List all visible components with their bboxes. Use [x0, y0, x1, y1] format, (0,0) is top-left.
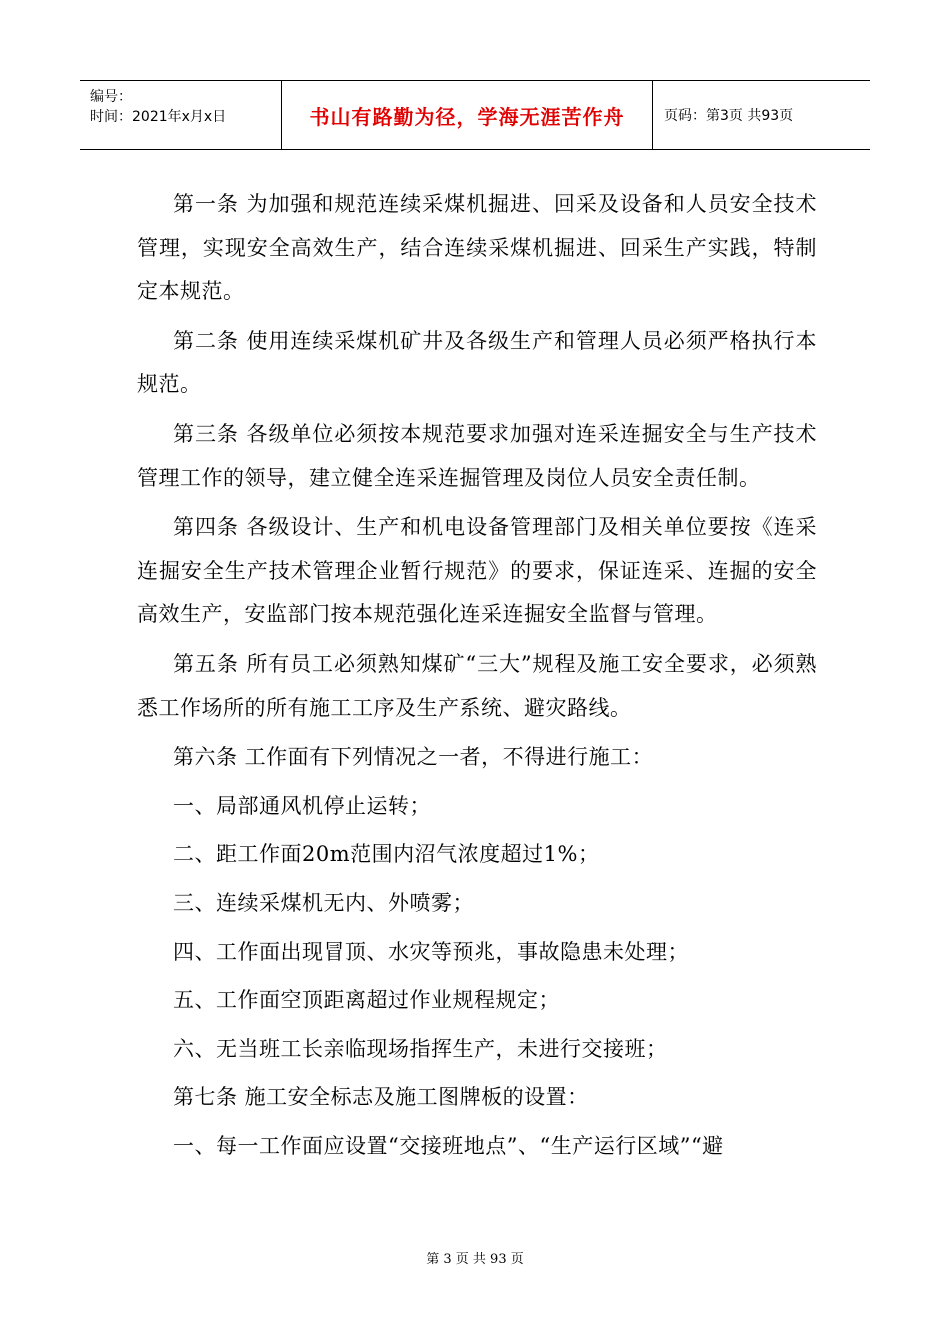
paragraph-article-6: 第六条 工作面有下列情况之一者，不得进行施工： [173, 745, 654, 770]
list-item-4: 四、工作面出现冒顶、水灾等预兆，事故隐患未处理； [173, 939, 689, 964]
list-item-5: 五、工作面空顶距离超过作业规程规定； [173, 988, 560, 1013]
document-body [137, 183, 817, 1173]
header-page-info: 页码：第3页 共93页 [664, 108, 794, 124]
page-footer: 第 3 页 共 93 页 [426, 1252, 524, 1267]
list-item-6: 六、无当班工长亲临现场指挥生产，未进行交接班； [173, 1036, 668, 1061]
list-item-3: 三、连续采煤机无内、外喷雾； [173, 890, 474, 915]
paragraph-article-3: 第三条 各级单位必须按本规范要求加强对连采连掘安全与生产技术管理工作的领导，建立健全连采连掘管理及岗位人员安全责任制。 [137, 421, 817, 490]
paragraph-article-7-item-1: 一、每一工作面应设置“交接班地点”、“生产运行区域”“避 [173, 1133, 724, 1158]
header-divider-right [652, 81, 653, 149]
page-header [80, 80, 870, 150]
paragraph-article-5: 第五条 所有员工必须熟知煤矿“三大”规程及施工安全要求，必须熟悉工作场所的所有施工工序及生产系统、避灾路线。 [137, 651, 817, 720]
paragraph-article-7: 第七条 施工安全标志及施工图牌板的设置： [173, 1085, 589, 1110]
paragraph-article-1: 第一条 为加强和规范连续采煤机掘进、回采及设备和人员安全技术管理，实现安全高效生产，结合连续采煤机掘进、回采生产实践，特制定本规范。 [137, 192, 817, 304]
header-motto: 书山有路勤为径，学海无涯苦作舟 [309, 104, 625, 129]
list-item-1: 一、局部通风机停止运转； [173, 793, 431, 818]
paragraph-article-2: 第二条 使用连续采煤机矿井及各级生产和管理人员必须严格执行本规范。 [137, 328, 817, 397]
header-meta [90, 87, 226, 127]
paragraph-article-4: 第四条 各级设计、生产和机电设备管理部门及相关单位要按《连采连掘安全生产技术管理企业暂行规范》的要求，保证连采、连掘的安全高效生产，安监部门按本规范强化连采连掘安全监督与管理。 [137, 515, 817, 627]
document-number-label: 编号： [90, 89, 132, 105]
document-time-label: 时间：2021年x月x日 [90, 109, 227, 125]
list-item-2: 二、距工作面20m范围内沼气浓度超过1%； [173, 842, 600, 867]
